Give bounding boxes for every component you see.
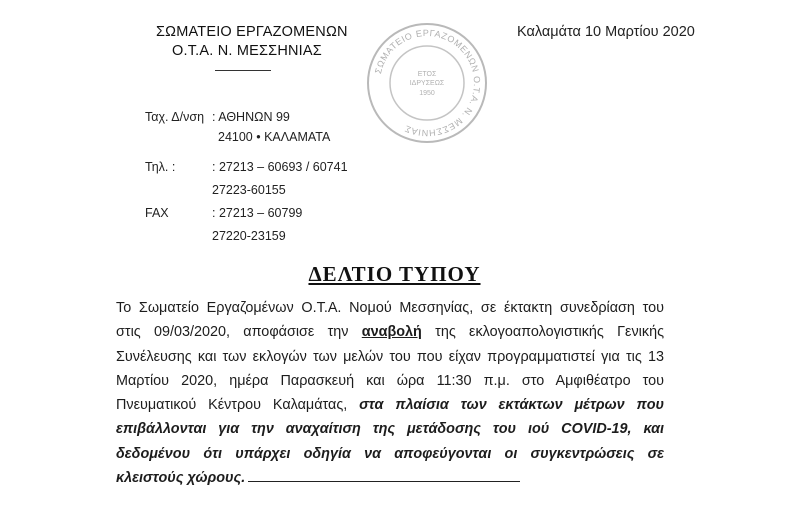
- body-line-5-start: Πνευματικού Κέντρου Καλαμάτας,: [116, 397, 360, 414]
- press-release-body: [116, 296, 664, 490]
- phone-label: Τηλ. :: [145, 160, 176, 174]
- document-date: Καλαμάτα 10 Μαρτίου 2020: [517, 24, 695, 40]
- body-line-2: [116, 320, 664, 344]
- phone-value-2: 27223-60155: [212, 183, 286, 197]
- postponement-keyword: αναβολή: [361, 324, 422, 341]
- closing-fill-line: [248, 469, 520, 482]
- body-line-7: δεδομένου ότι υπάρχει οδηγία να αποφεύγονται οι συγκεντρώσεις σε: [116, 445, 664, 462]
- seal-inner-line2: ΙΔΡΥΣΕΩΣ: [409, 80, 445, 87]
- seal-outer-text: ΣΩΜΑΤΕΙΟ ΕΡΓΑΖΟΜΕΝΩΝ Ο.Τ.Α. Ν. ΜΕΣΣΗΝΙΑΣ: [372, 27, 483, 139]
- document-title: ΔΕΛΤΙΟ ΤΥΠΟΥ: [308, 262, 481, 286]
- body-line-4: Μαρτίου 2020, ημέρα Παρασκευή και ώρα 11:30 π.μ. στο Αμφιθέατρο του: [116, 372, 664, 389]
- fax-value-2: 27220-23159: [212, 229, 286, 243]
- body-line-8-text: κλειστούς χώρους.: [116, 470, 246, 487]
- organization-seal: [364, 20, 490, 146]
- fax-value: : 27213 – 60799: [212, 206, 303, 220]
- org-name-line1: ΣΩΜΑΤΕΙΟ ΕΡΓΑΖΟΜΕΝΩΝ: [156, 24, 348, 40]
- body-line-5-emphasis: στα πλαίσια των εκτάκτων μέτρων που: [359, 397, 665, 414]
- body-line-2-start: στις 09/03/2020, αποφάσισε την: [116, 324, 362, 341]
- seal-inner-line1: ΕΤΟΣ: [417, 71, 437, 78]
- fax-label: FAX: [145, 206, 169, 220]
- address-label: Ταχ. Δ/νση: [145, 110, 205, 124]
- body-line-3: Συνέλευσης και των εκλογών των μελών του που είχαν προγραμματιστεί για τις 13: [116, 348, 664, 365]
- address-value: : ΑΘΗΝΩΝ 99: [212, 110, 290, 124]
- seal-inner-line3: 1950: [419, 90, 435, 97]
- body-line-8: [116, 466, 664, 490]
- phone-value: : 27213 – 60693 / 60741: [212, 160, 348, 174]
- body-line-6: επιβάλλονται για την αναχαίτιση της μετάδοσης του ιού COVID-19, και: [116, 421, 664, 438]
- org-name-line2: Ο.Τ.Α. Ν. ΜΕΣΣΗΝΙΑΣ: [172, 43, 322, 59]
- body-line-5: [116, 393, 664, 417]
- address-city: 24100 • ΚΑΛΑΜΑΤΑ: [218, 130, 331, 144]
- body-line-1: Το Σωματείο Εργαζομένων Ο.Τ.Α. Νομού Μεσσηνίας, σε έκτακτη συνεδρίαση του: [116, 300, 664, 316]
- header-divider: [215, 70, 271, 71]
- body-line-2-end: της εκλογοαπολογιστικής Γενικής: [421, 324, 665, 341]
